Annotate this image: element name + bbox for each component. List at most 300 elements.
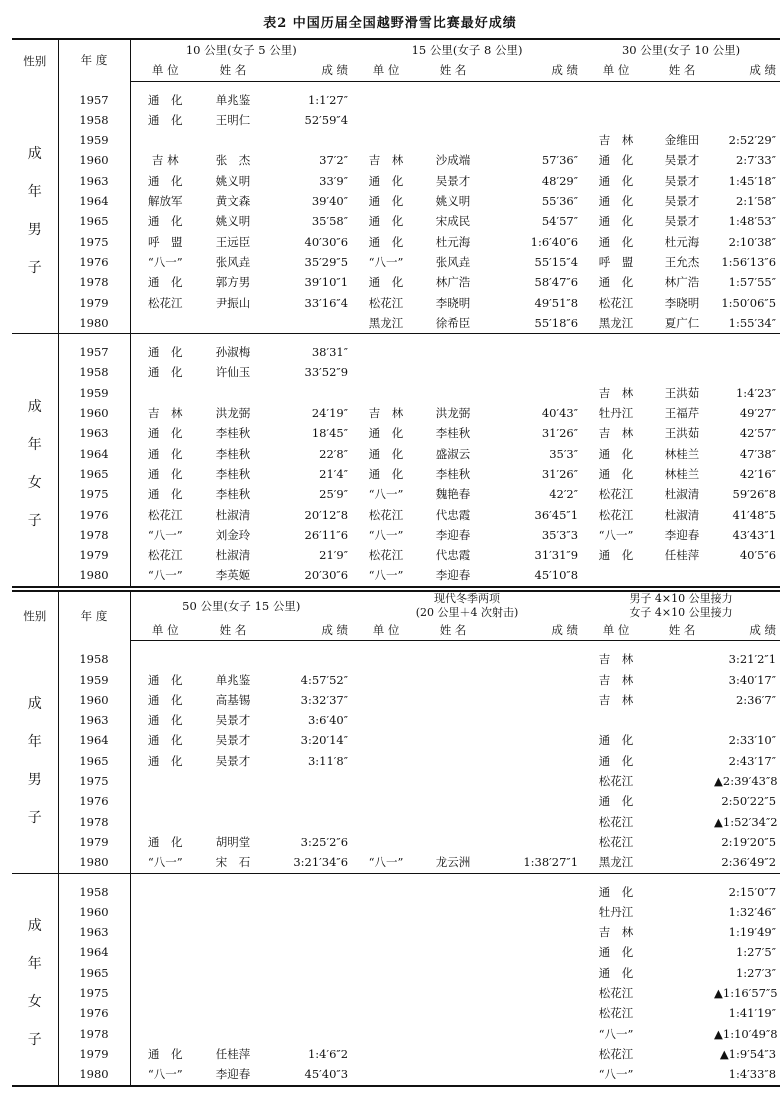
unit-cell [352, 690, 420, 710]
unit-cell: “八一” [598, 527, 634, 542]
unit-cell [352, 1003, 420, 1023]
name-cell: 杜淑清 [215, 507, 251, 522]
score-cell: 36′45″1 [534, 507, 579, 522]
year-cell: 1963 [58, 922, 130, 942]
score-cell: 1:41′19″ [728, 1006, 777, 1021]
unit-cell [582, 362, 650, 382]
unit-cell: 通 化 [598, 945, 634, 960]
score-cell: 42′16″ [739, 466, 777, 481]
name-cell [650, 751, 714, 771]
name-cell [420, 1064, 486, 1085]
name-cell: 姚义明 [215, 214, 251, 229]
name-cell [200, 902, 266, 922]
score-cell [486, 791, 582, 811]
table-row [12, 362, 780, 382]
unit-cell [352, 812, 420, 832]
year-cell: 1958 [58, 882, 130, 902]
score-cell: 47′38″ [739, 446, 777, 461]
name-cell [420, 710, 486, 730]
name-cell: 胡明堂 [215, 834, 251, 849]
unit-cell: 通 化 [368, 466, 404, 481]
score-cell: 55′18″6 [486, 313, 582, 334]
score-cell [266, 882, 352, 902]
score-cell: 39′40″ [311, 194, 349, 209]
score-cell: 2:52′29″ [728, 133, 777, 148]
unit-header: 单 位 [582, 620, 650, 641]
score-cell: 43′43″1 [732, 527, 777, 542]
name-cell [650, 110, 714, 130]
unit-cell: 通 化 [598, 446, 634, 461]
unit-cell [582, 565, 650, 586]
name-cell [650, 90, 714, 110]
year-header: 年 度 [58, 39, 130, 81]
year-cell: 1979 [58, 1044, 130, 1064]
year-cell: 1975 [58, 771, 130, 791]
score-cell: 38′31″ [311, 345, 349, 360]
name-cell [650, 791, 714, 811]
name-header: 姓 名 [420, 60, 486, 81]
event-header-30km: 30 公里(女子 10 公里) [621, 43, 741, 57]
unit-header: 单 位 [582, 60, 650, 81]
score-cell: 21′9″ [319, 548, 349, 563]
score-cell: 1:56′13″6 [721, 254, 777, 269]
name-cell: 许仙玉 [215, 365, 251, 380]
score-cell [486, 90, 582, 110]
score-cell: 20′30″6 [266, 565, 352, 586]
name-cell [650, 342, 714, 362]
year-cell: 1963 [58, 710, 130, 730]
name-cell: 杜元海 [435, 234, 471, 249]
name-cell: 王洪茹 [664, 385, 700, 400]
name-cell [650, 670, 714, 690]
year-cell: 1965 [58, 464, 130, 484]
score-cell: 20′12″8 [304, 507, 349, 522]
name-cell [420, 963, 486, 983]
unit-cell: 通 化 [368, 275, 404, 290]
name-cell: 高基锡 [215, 692, 251, 707]
table-row [12, 403, 780, 423]
score-cell: 1:4′6″2 [307, 1046, 349, 1061]
name-cell [420, 342, 486, 362]
score-cell: 48′29″ [541, 173, 579, 188]
score-cell [266, 383, 352, 403]
score-cell: 39′10″1 [304, 275, 349, 290]
score-cell: 2:1′58″ [735, 194, 777, 209]
unit-cell [352, 1064, 420, 1085]
score-cell [714, 565, 780, 586]
unit-cell [582, 342, 650, 362]
table-row [12, 505, 780, 525]
unit-cell: “八一” [147, 527, 183, 542]
unit-cell: 松花江 [368, 507, 404, 522]
score-header: 成 绩 [714, 60, 780, 81]
unit-cell: 吉 林 [598, 426, 634, 441]
score-cell [714, 90, 780, 110]
unit-cell [130, 313, 200, 334]
score-cell: 1:50′06″5 [721, 295, 777, 310]
score-cell: 1:45′18″ [728, 173, 777, 188]
name-cell [200, 771, 266, 791]
score-cell: 35′3″ [549, 446, 579, 461]
score-cell [714, 362, 780, 382]
name-cell: 吴景才 [664, 153, 700, 168]
unit-cell: 通 化 [598, 214, 634, 229]
unit-cell: 通 化 [598, 548, 634, 563]
unit-cell: 通 化 [148, 733, 183, 748]
name-cell [420, 1024, 486, 1044]
score-cell: 21′4″ [319, 466, 349, 481]
score-cell [486, 110, 582, 130]
score-cell [486, 942, 582, 962]
unit-cell [352, 362, 420, 382]
score-cell: 1:27′5″ [735, 945, 777, 960]
year-cell: 1980 [58, 852, 130, 873]
year-cell: 1965 [58, 963, 130, 983]
name-cell: 吴景才 [215, 713, 251, 728]
score-cell: 1:4′33″8 [714, 1064, 780, 1085]
score-cell [486, 1024, 582, 1044]
name-cell [420, 922, 486, 942]
name-cell: 林桂兰 [664, 466, 700, 481]
name-header: 姓 名 [420, 620, 486, 641]
unit-cell: “八一” [368, 254, 404, 269]
name-cell: 吴景才 [215, 733, 251, 748]
table-row [12, 484, 780, 504]
event-header-relay: 男子 4×10 公里接力 女子 4×10 公里接力 [629, 592, 733, 619]
score-cell: 2:50′22″5 [721, 794, 777, 809]
name-cell: 吴景才 [664, 173, 700, 188]
name-cell [650, 1024, 714, 1044]
name-cell: 盛淑云 [435, 446, 471, 461]
table-row [12, 211, 780, 231]
unit-cell: 通 化 [598, 234, 634, 249]
name-cell [420, 902, 486, 922]
year-cell: 1975 [58, 232, 130, 252]
event-header-10km: 10 公里(女子 5 公里) [185, 43, 297, 57]
year-cell: 1958 [58, 362, 130, 382]
name-cell [650, 922, 714, 942]
year-cell: 1957 [58, 342, 130, 362]
unit-cell [352, 922, 420, 942]
name-cell [650, 1064, 714, 1085]
score-header: 成 绩 [714, 620, 780, 641]
score-cell [486, 812, 582, 832]
name-cell [650, 690, 714, 710]
unit-cell: 通 化 [368, 214, 404, 229]
name-cell [200, 922, 266, 942]
score-cell: ▲1:10′49″8 [714, 1026, 778, 1041]
score-cell [266, 791, 352, 811]
year-cell: 1978 [58, 812, 130, 832]
group-label: 成 年 女 子 [12, 882, 58, 1086]
year-cell: 1976 [58, 791, 130, 811]
unit-cell: 吉 林 [598, 672, 634, 687]
unit-cell: 通 化 [598, 173, 634, 188]
unit-cell: 通 化 [148, 834, 183, 849]
unit-cell: 松花江 [368, 295, 404, 310]
unit-cell [352, 670, 420, 690]
name-cell [200, 963, 266, 983]
name-cell: 魏艳春 [435, 487, 471, 502]
score-cell [266, 649, 352, 669]
women-results [12, 873, 780, 1085]
name-cell: 任桂萍 [664, 548, 700, 563]
unit-cell [352, 942, 420, 962]
score-cell: 1:27′3″ [735, 965, 777, 980]
name-cell: 李桂秋 [435, 466, 471, 481]
unit-cell: 吉 林 [598, 133, 634, 148]
year-cell: 1958 [58, 110, 130, 130]
year-cell: 1959 [58, 130, 130, 150]
event-header-15km: 15 公里(女子 8 公里) [411, 43, 523, 57]
score-header: 成 绩 [486, 60, 582, 81]
score-cell [266, 1003, 352, 1023]
unit-cell [352, 983, 420, 1003]
score-cell: 37′2″ [319, 153, 349, 168]
name-cell: 王洪茹 [664, 426, 700, 441]
name-cell [420, 771, 486, 791]
unit-cell: 通 化 [148, 713, 183, 728]
unit-cell: 通 化 [148, 345, 183, 360]
unit-cell: “八一” [352, 565, 420, 586]
score-header: 成 绩 [266, 620, 352, 641]
unit-cell: 通 化 [148, 426, 183, 441]
year-cell: 1964 [58, 444, 130, 464]
unit-cell: 吉 林 [148, 406, 183, 421]
unit-cell [352, 791, 420, 811]
name-cell [420, 1003, 486, 1023]
unit-cell [130, 1003, 200, 1023]
name-cell: 杜淑清 [664, 487, 700, 502]
unit-cell [130, 942, 200, 962]
unit-cell [130, 1024, 200, 1044]
score-cell [266, 922, 352, 942]
name-cell [420, 791, 486, 811]
table-row [12, 423, 780, 443]
unit-cell: 通 化 [598, 753, 634, 768]
unit-cell: 通 化 [598, 466, 634, 481]
score-cell: 35′29″5 [304, 254, 349, 269]
score-cell [486, 710, 582, 730]
year-cell: 1976 [58, 505, 130, 525]
score-cell [486, 922, 582, 942]
score-cell: 1:6′40″6 [530, 234, 579, 249]
name-cell: 吴景才 [664, 214, 700, 229]
name-cell [650, 1003, 714, 1023]
name-cell [420, 130, 486, 150]
unit-cell: 吉 林 [598, 652, 634, 667]
name-cell: 黄文森 [215, 194, 251, 209]
score-cell: 40′5″6 [739, 548, 777, 563]
name-cell: 李桂秋 [215, 426, 251, 441]
table-row [12, 1064, 780, 1085]
score-cell: ▲1:16′57″5 [714, 986, 778, 1001]
table-row [12, 902, 780, 922]
unit-cell [352, 1024, 420, 1044]
score-cell: 2:15′0″7 [728, 884, 777, 899]
table-caption: 表2 中国历届全国越野滑雪比赛最好成绩 [263, 16, 517, 31]
name-cell: 林广浩 [664, 275, 700, 290]
unit-cell: 吉 林 [598, 925, 634, 940]
unit-cell: 通 化 [148, 92, 183, 107]
unit-cell: 松花江 [148, 295, 183, 310]
name-cell: 李迎春 [435, 527, 471, 542]
score-cell: 2:36′49″2 [714, 852, 780, 873]
unit-cell [582, 90, 650, 110]
unit-cell [130, 771, 200, 791]
name-cell: 任桂萍 [215, 1046, 251, 1061]
name-cell: 林广浩 [435, 275, 471, 290]
score-cell: 52′59″4 [304, 112, 349, 127]
name-cell: 李英姬 [200, 565, 266, 586]
score-cell [486, 130, 582, 150]
table-row [12, 730, 780, 750]
score-cell: 31′26″ [541, 466, 579, 481]
score-cell [266, 1024, 352, 1044]
table-row [12, 272, 780, 292]
unit-cell: “八一” [147, 254, 183, 269]
name-cell: 刘金玲 [215, 527, 251, 542]
name-cell [420, 649, 486, 669]
unit-cell [352, 1044, 420, 1064]
score-cell: 3:20′14″ [300, 733, 349, 748]
score-cell: 41′48″5 [732, 507, 777, 522]
score-cell: 2:7′33″ [735, 153, 777, 168]
name-cell: 沙成端 [435, 153, 471, 168]
year-cell: 1960 [58, 403, 130, 423]
name-cell: 张 杰 [215, 153, 251, 168]
unit-header: 单 位 [130, 620, 200, 641]
table-row [12, 1044, 780, 1064]
score-cell [486, 649, 582, 669]
year-cell: 1964 [58, 730, 130, 750]
unit-cell: 通 化 [598, 884, 634, 899]
name-cell [200, 983, 266, 1003]
gender-header: 性别 [12, 39, 58, 81]
name-cell [650, 902, 714, 922]
results-table-distance [12, 38, 780, 588]
score-cell: ▲1:52′34″2 [714, 814, 778, 829]
name-cell: 王远臣 [215, 234, 251, 249]
score-cell [486, 771, 582, 791]
unit-cell [130, 130, 200, 150]
group-label: 成 年 女 子 [12, 342, 58, 587]
score-cell: 2:10′38″ [728, 234, 777, 249]
name-cell: 郭方男 [215, 275, 251, 290]
unit-cell [130, 963, 200, 983]
name-cell [200, 313, 266, 334]
name-cell [200, 649, 266, 669]
score-cell: 4:57′52″ [300, 672, 349, 687]
year-cell: 1976 [58, 252, 130, 272]
score-cell [266, 130, 352, 150]
score-cell: 45′10″8 [486, 565, 582, 586]
unit-header: 单 位 [130, 60, 200, 81]
name-cell [420, 751, 486, 771]
name-cell: 李迎春 [420, 565, 486, 586]
unit-cell: 通 化 [148, 446, 183, 461]
table-row [12, 342, 780, 362]
name-cell [200, 1003, 266, 1023]
table-row [12, 444, 780, 464]
year-cell: 1958 [58, 649, 130, 669]
name-cell [650, 882, 714, 902]
score-cell [486, 730, 582, 750]
unit-cell [352, 882, 420, 902]
score-cell: 25′9″ [319, 487, 349, 502]
score-cell [486, 1064, 582, 1085]
name-cell: 李桂秋 [435, 426, 471, 441]
unit-cell: 吉 林 [368, 153, 404, 168]
score-cell: ▲1:9′54″3 [719, 1046, 777, 1061]
year-cell: 1963 [58, 171, 130, 191]
table-row [12, 922, 780, 942]
name-cell [420, 812, 486, 832]
gender-header: 性别 [12, 591, 58, 641]
score-cell [486, 690, 582, 710]
score-cell: 3:21′34″6 [266, 852, 352, 873]
name-cell [650, 710, 714, 730]
name-header: 姓 名 [650, 620, 714, 641]
year-cell: 1965 [58, 211, 130, 231]
unit-cell: 松花江 [368, 548, 404, 563]
name-cell [420, 362, 486, 382]
unit-cell [130, 812, 200, 832]
year-cell: 1964 [58, 942, 130, 962]
name-cell: 杜淑清 [215, 548, 251, 563]
table-row [12, 565, 780, 586]
table-row [12, 313, 780, 334]
score-cell [266, 942, 352, 962]
unit-cell: 通 化 [148, 466, 183, 481]
unit-cell: 吉 林 [151, 153, 179, 168]
year-cell: 1978 [58, 272, 130, 292]
score-cell: 31′31″9 [534, 548, 579, 563]
name-cell: 金维田 [664, 133, 700, 148]
table-row [12, 293, 780, 313]
score-cell: 1:32′46″ [728, 904, 777, 919]
table-row [12, 1024, 780, 1044]
name-cell: 李迎春 [200, 1064, 266, 1085]
table-row [12, 150, 780, 170]
name-cell [650, 1044, 714, 1064]
unit-cell: 通 化 [148, 112, 183, 127]
name-cell: 尹振山 [215, 295, 251, 310]
name-cell: 姚义明 [435, 194, 471, 209]
unit-cell [352, 710, 420, 730]
name-cell: 洪龙弼 [215, 406, 251, 421]
unit-header: 单 位 [352, 620, 420, 641]
score-cell [714, 710, 780, 730]
score-cell: 35′3″3 [541, 527, 579, 542]
unit-cell: 通 化 [148, 365, 183, 380]
table-row [12, 710, 780, 730]
unit-cell: 通 化 [148, 214, 183, 229]
year-cell: 1960 [58, 150, 130, 170]
table-row [12, 832, 780, 852]
table-row [12, 171, 780, 191]
group-label: 成 年 男 子 [12, 649, 58, 873]
score-cell: 55′15″4 [534, 254, 579, 269]
score-cell: 33′9″ [319, 173, 349, 188]
score-cell: 3:25′2″6 [300, 834, 349, 849]
name-cell [420, 730, 486, 750]
name-cell [650, 362, 714, 382]
unit-cell [352, 90, 420, 110]
table-row [12, 545, 780, 565]
score-cell [486, 902, 582, 922]
name-cell: 龙云洲 [420, 852, 486, 873]
